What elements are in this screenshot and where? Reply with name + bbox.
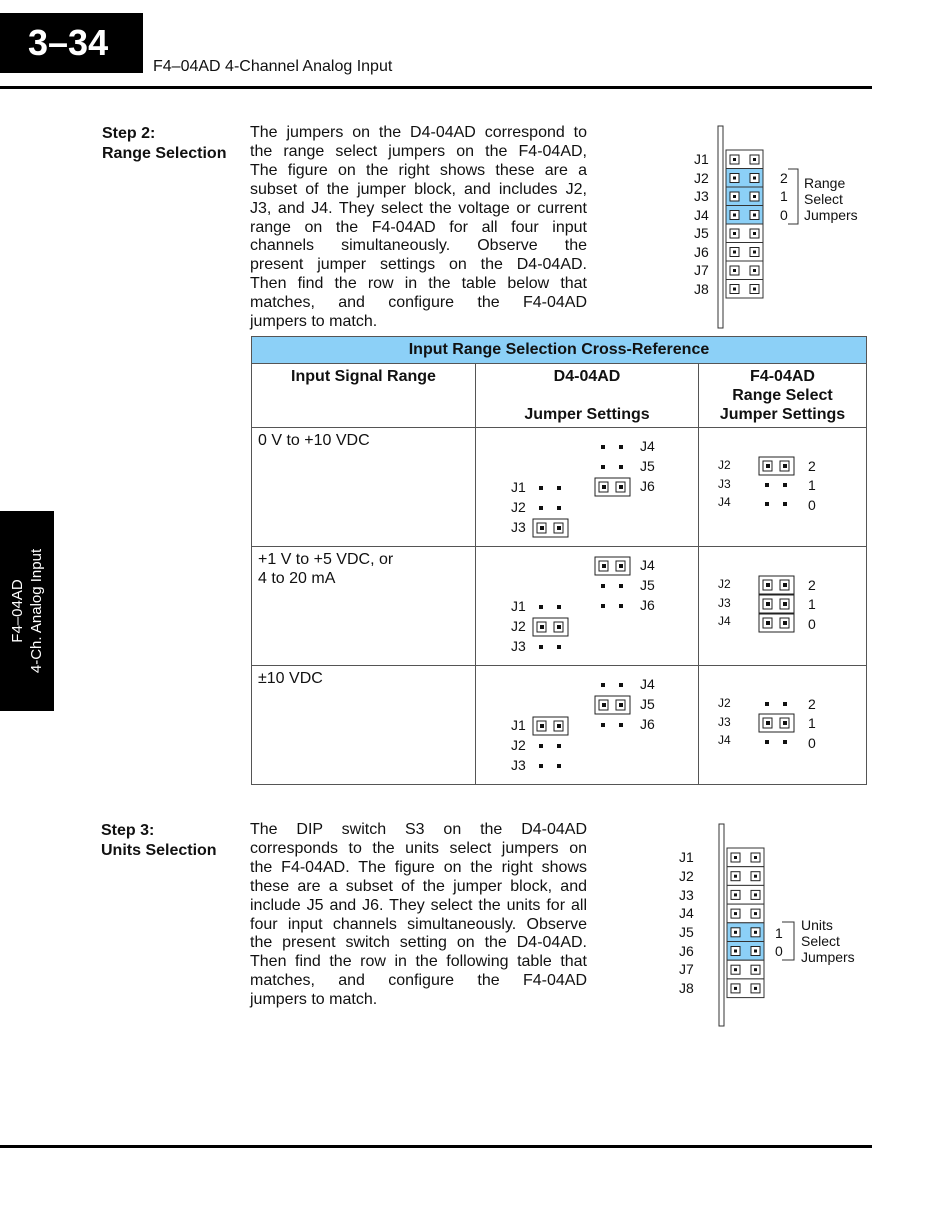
pin bbox=[557, 724, 561, 728]
d4-label: J1 bbox=[511, 717, 526, 733]
pin bbox=[734, 856, 737, 859]
f4-bit: 2 bbox=[808, 696, 816, 712]
bit-label: 0 bbox=[775, 943, 783, 959]
jumper-label: J3 bbox=[694, 188, 709, 204]
paragraph-line: four input channels simultaneously. Observe bbox=[250, 915, 587, 933]
pin bbox=[557, 645, 561, 649]
pin bbox=[734, 950, 737, 953]
d4-label: J5 bbox=[640, 577, 655, 593]
pin bbox=[557, 526, 561, 530]
pin bbox=[619, 703, 623, 707]
jumper-block bbox=[726, 150, 763, 298]
pin bbox=[619, 604, 623, 608]
pin bbox=[539, 744, 543, 748]
jumper-label: J6 bbox=[679, 943, 694, 959]
paragraph-line: the range select jumpers on the F4-04AD, bbox=[250, 142, 587, 160]
paragraph-line: Then find the row in the table below that bbox=[250, 275, 587, 293]
pin bbox=[783, 483, 787, 487]
jumper-label: J7 bbox=[694, 262, 709, 278]
pin bbox=[539, 506, 543, 510]
range-text: 4 to 20 mA bbox=[258, 570, 336, 587]
d4-label: J4 bbox=[640, 557, 655, 573]
jumper-label: J8 bbox=[679, 980, 694, 996]
pin bbox=[601, 584, 605, 588]
paragraph-line: The DIP switch S3 on the D4-04AD bbox=[250, 821, 587, 838]
step2-label-line2: Range Selection bbox=[102, 145, 227, 162]
jumper-label: J4 bbox=[679, 905, 694, 921]
figure-caption: Select bbox=[801, 933, 840, 949]
pin bbox=[765, 702, 769, 706]
f4-label: J4 bbox=[718, 495, 731, 509]
page-title: F4–04AD 4-Channel Analog Input bbox=[153, 58, 393, 75]
figure-caption: Range bbox=[804, 175, 846, 191]
pin bbox=[557, 486, 561, 490]
f4-bit: 1 bbox=[808, 596, 816, 612]
side-tab-line1: F4–04AD bbox=[9, 579, 26, 643]
range-text: +1 V to +5 VDC, or bbox=[258, 551, 394, 568]
pin bbox=[783, 702, 787, 706]
header-d4-04ad bbox=[476, 367, 698, 424]
pin bbox=[602, 703, 606, 707]
pin bbox=[754, 912, 757, 915]
paragraph-line: jumpers to match. bbox=[250, 313, 378, 331]
pin bbox=[754, 875, 757, 878]
pin bbox=[766, 602, 770, 606]
pin bbox=[783, 464, 787, 468]
d4-label: J1 bbox=[511, 598, 526, 614]
pin bbox=[766, 621, 770, 625]
d4-label: J2 bbox=[511, 737, 526, 753]
d4-jumper-diagrams bbox=[476, 428, 698, 785]
bit-label: 1 bbox=[775, 925, 783, 941]
header-line: Jumper Settings bbox=[524, 406, 650, 423]
pin bbox=[783, 621, 787, 625]
step2-label-line1: Step 2: bbox=[102, 125, 156, 142]
d4-label: J3 bbox=[511, 757, 526, 773]
pin bbox=[754, 968, 757, 971]
f4-bit: 2 bbox=[808, 577, 816, 593]
pin bbox=[783, 721, 787, 725]
d4-label: J2 bbox=[511, 618, 526, 634]
header-line: D4-04AD bbox=[553, 368, 621, 385]
pin bbox=[539, 645, 543, 649]
f4-bit: 0 bbox=[808, 497, 816, 513]
paragraph-line: matches, and configure the F4-04AD bbox=[250, 294, 587, 312]
pin bbox=[734, 912, 737, 915]
pin bbox=[734, 893, 737, 896]
pin bbox=[783, 502, 787, 506]
side-tab-line2: 4-Ch. Analog Input bbox=[28, 548, 45, 674]
paragraph-line: corresponds to the units select jumpers on bbox=[250, 839, 587, 857]
range-cross-reference-table bbox=[251, 336, 867, 785]
pin bbox=[754, 893, 757, 896]
f4-label: J2 bbox=[718, 458, 731, 472]
pin bbox=[557, 764, 561, 768]
pin bbox=[619, 485, 623, 489]
pin bbox=[540, 724, 544, 728]
bit-label: 1 bbox=[780, 188, 788, 204]
d4-label: J1 bbox=[511, 479, 526, 495]
pin bbox=[619, 683, 623, 687]
step3-label bbox=[101, 821, 217, 861]
footer-rule bbox=[0, 1145, 872, 1148]
figure-caption: Jumpers bbox=[804, 207, 858, 223]
jumper-label: J1 bbox=[679, 849, 694, 865]
table-row bbox=[258, 431, 370, 450]
header-input-signal-range: Input Signal Range bbox=[291, 368, 436, 385]
pin bbox=[783, 583, 787, 587]
pin bbox=[765, 483, 769, 487]
pin bbox=[765, 502, 769, 506]
jumper-label: J3 bbox=[679, 887, 694, 903]
step3-label-line2: Units Selection bbox=[101, 842, 217, 859]
d4-label: J2 bbox=[511, 499, 526, 515]
pin bbox=[754, 950, 757, 953]
pin bbox=[540, 526, 544, 530]
d4-label: J5 bbox=[640, 458, 655, 474]
pin bbox=[783, 602, 787, 606]
jumper-label: J5 bbox=[694, 225, 709, 241]
pin bbox=[754, 987, 757, 990]
header-f4-04ad bbox=[699, 367, 866, 424]
pin bbox=[754, 856, 757, 859]
pin bbox=[601, 445, 605, 449]
d4-label: J6 bbox=[640, 478, 655, 494]
jumper-block bbox=[727, 848, 764, 998]
step3-label-line1: Step 3: bbox=[101, 822, 155, 839]
paragraph-line: Then find the row in the following table that bbox=[250, 953, 587, 971]
paragraph-line: include J5 and J6. They select the units for all bbox=[250, 896, 587, 914]
d4-label: J4 bbox=[640, 438, 655, 454]
step2-paragraph bbox=[250, 124, 587, 332]
pin bbox=[602, 485, 606, 489]
pin bbox=[766, 721, 770, 725]
pin bbox=[557, 625, 561, 629]
bit-label: 2 bbox=[780, 170, 788, 186]
jumper-label: J2 bbox=[694, 170, 709, 186]
pin bbox=[734, 968, 737, 971]
pin bbox=[783, 740, 787, 744]
page-number: 3–34 bbox=[0, 13, 143, 73]
f4-bit: 0 bbox=[808, 735, 816, 751]
pin bbox=[601, 465, 605, 469]
pin bbox=[619, 584, 623, 588]
table-row bbox=[258, 669, 323, 688]
paragraph-line: the present switch setting on the D4-04AD. bbox=[250, 934, 587, 952]
step2-label bbox=[102, 124, 226, 164]
pin bbox=[601, 683, 605, 687]
table-title: Input Range Selection Cross-Reference bbox=[252, 337, 866, 364]
f4-label: J3 bbox=[718, 715, 731, 729]
jumper-label: J4 bbox=[694, 207, 709, 223]
f4-label: J3 bbox=[718, 477, 731, 491]
board-edge bbox=[718, 126, 723, 328]
f4-label: J4 bbox=[718, 733, 731, 747]
paragraph-line: range on the F4-04AD for all four input bbox=[250, 218, 587, 236]
paragraph-line: these are a subset of the jumper block, and bbox=[250, 877, 587, 895]
paragraph-line: channels simultaneously. Observe the bbox=[250, 237, 587, 255]
f4-jumper-diagrams bbox=[699, 428, 866, 785]
d4-label: J4 bbox=[640, 676, 655, 692]
d4-label: J3 bbox=[511, 638, 526, 654]
d4-label: J3 bbox=[511, 519, 526, 535]
f4-bit: 2 bbox=[808, 458, 816, 474]
f4-label: J2 bbox=[718, 696, 731, 710]
paragraph-line: J3, and J4. They select the voltage or current bbox=[250, 199, 587, 217]
pin bbox=[734, 987, 737, 990]
pin bbox=[601, 604, 605, 608]
header-line: F4-04AD bbox=[750, 368, 815, 385]
pin bbox=[765, 740, 769, 744]
table-row bbox=[258, 550, 393, 588]
paragraph-line: the F4-04AD. The figure on the right shows bbox=[250, 858, 587, 876]
pin bbox=[734, 931, 737, 934]
pin bbox=[557, 744, 561, 748]
bit-label: 0 bbox=[780, 207, 788, 223]
f4-bit: 0 bbox=[808, 616, 816, 632]
pin bbox=[557, 605, 561, 609]
units-jumper-figure bbox=[676, 822, 876, 1028]
pin bbox=[766, 464, 770, 468]
range-text: ±10 VDC bbox=[258, 670, 323, 687]
board-edge bbox=[719, 824, 724, 1026]
pin bbox=[540, 625, 544, 629]
paragraph-line: jumpers to match. bbox=[250, 991, 378, 1009]
bracket bbox=[788, 169, 798, 224]
pin bbox=[557, 506, 561, 510]
pin bbox=[766, 583, 770, 587]
d4-label: J6 bbox=[640, 716, 655, 732]
pin bbox=[734, 875, 737, 878]
paragraph-line: The jumpers on the D4-04AD correspond to bbox=[250, 124, 587, 141]
jumper-label: J5 bbox=[679, 924, 694, 940]
d4-label: J5 bbox=[640, 696, 655, 712]
pin bbox=[619, 723, 623, 727]
pin bbox=[539, 605, 543, 609]
paragraph-line: present jumper settings on the D4-04AD. bbox=[250, 256, 587, 274]
pin bbox=[619, 445, 623, 449]
pin bbox=[601, 723, 605, 727]
pin bbox=[754, 931, 757, 934]
pin bbox=[539, 764, 543, 768]
header-line: Jumper Settings bbox=[719, 406, 846, 423]
header-rule bbox=[0, 86, 872, 89]
range-jumper-figure bbox=[680, 124, 880, 330]
f4-label: J2 bbox=[718, 577, 731, 591]
jumper-label: J7 bbox=[679, 961, 694, 977]
side-tab bbox=[0, 511, 54, 711]
bracket bbox=[782, 922, 794, 960]
f4-bit: 1 bbox=[808, 477, 816, 493]
header-line: Range Select bbox=[732, 387, 833, 404]
f4-bit: 1 bbox=[808, 715, 816, 731]
jumper-label: J1 bbox=[694, 151, 709, 167]
step3-paragraph bbox=[250, 821, 587, 1010]
paragraph-line: matches, and configure the F4-04AD bbox=[250, 972, 587, 990]
d4-label: J6 bbox=[640, 597, 655, 613]
range-text: 0 V to +10 VDC bbox=[258, 432, 370, 449]
pin bbox=[602, 564, 606, 568]
paragraph-line: The figure on the right shows these are a bbox=[250, 161, 587, 179]
figure-caption: Jumpers bbox=[801, 949, 855, 965]
f4-label: J4 bbox=[718, 614, 731, 628]
pin bbox=[619, 465, 623, 469]
jumper-label: J8 bbox=[694, 281, 709, 297]
jumper-label: J6 bbox=[694, 244, 709, 260]
figure-caption: Select bbox=[804, 191, 843, 207]
paragraph-line: subset of the jumper block, and includes J2, bbox=[250, 180, 587, 198]
figure-caption: Units bbox=[801, 917, 833, 933]
f4-label: J3 bbox=[718, 596, 731, 610]
pin bbox=[539, 486, 543, 490]
pin bbox=[619, 564, 623, 568]
jumper-label: J2 bbox=[679, 868, 694, 884]
